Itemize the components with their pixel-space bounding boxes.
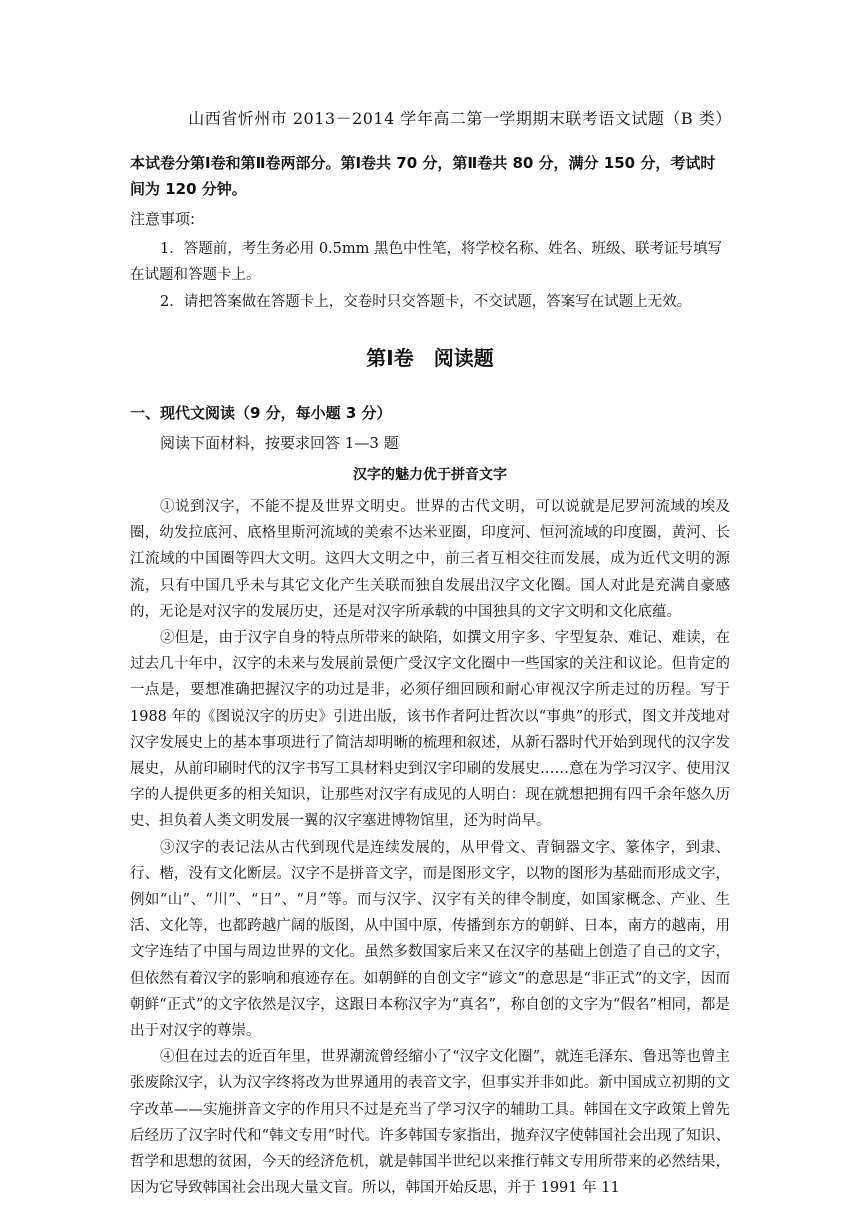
notice-item-1: 1．答题前，考生务必用 0.5mm 黑色中性笔，将学校名称、姓名、班级、联考证号填写在试题和答题卡上。 [130, 241, 722, 283]
paragraph-2: ②但是，由于汉字自身的特点所带来的缺陷，如撰文用字多、字型复杂、难记、难读，在过去几十年中，汉字的未来与发展前景便广受汉字文化圈中一些国家的关注和议论。但肯定的一点是，要想准确把握汉字的功过是非，必须仔细回顾和耐心审视汉字所走过的历程。写于 1988 年的《图说汉字的历史》引进出版，该书作者阿辻哲次以“事典”的形式，图文并茂地对汉字发展史上的基本事项进行了简洁却明晰的梳理和叙述，从新石器时代开始到现代的汉字发展史，从前印刷时代的汉字书写工具材料史到汉字印刷的发展史……意在为学习汉字、使用汉字的人提供更多的相关知识，让那些对汉字有成见的人明白：现在就想把拥有四千余年悠久历史、担负着人类文明发展一翼的汉字塞进博物馆里，还为时尚早。 [130, 630, 730, 830]
exam-title: 山西省忻州市 2013－2014 学年高二第一学期期末联考语文试题（B 类） [188, 109, 732, 128]
part-heading: 一、现代文阅读（9 分，每小题 3 分） [130, 404, 392, 422]
paragraph-1: ①说到汉字，不能不提及世界文明史。世界的古代文明，可以说就是尼罗河流域的埃及圈，幼发拉底河、底格里斯河流域的美索不达米亚圈，印度河、恒河流域的印度圈，黄河、长江流域的中国圈等四大文明。这四大文明之中，前三者互相交往而发展，成为近代文明的源流，只有中国几乎未与其它文化产生关联而独自发展出汉字文化圈。国人对此是充满自豪感的，无论是对汉字的发展历史，还是对汉字所承载的中国独具的文字文明和文化底蕴。 [130, 499, 730, 620]
article-body [130, 494, 730, 1201]
notice-heading: 注意事项: [130, 210, 196, 228]
article-title: 汉字的魅力优于拼音文字 [353, 467, 507, 483]
paragraph-3: ③汉字的表记法从古代到现代是连续发展的，从甲骨文、青铜器文字、篆体字，到隶、行、楷，没有文化断层。汉字不是拼音文字，而是图形文字，以物的图形为基础而形成文字，例如“山”、“川”、“日”、“月”等。而与汉字、汉字有关的律令制度，如国家概念、产业、生活、文化等，也都跨越广阔的版图，从中国中原，传播到东方的朝鲜、日本，南方的越南，用文字连结了中国与周边世界的文化。虽然多数国家后来又在汉字的基础上创造了自己的文字，但依然有着汉字的影响和痕迹存在。如朝鲜的自创文字“谚文”的意思是“非正式”的文字，因而朝鲜“正式”的文字依然是汉字，这跟日本称汉字为“真名”，称自创的文字为“假名”相同，都是出于对汉字的尊崇。 [130, 839, 730, 1040]
section-title: 第Ⅰ卷 阅读题 [366, 346, 494, 370]
reading-instruction: 阅读下面材料，按要求回答 1—3 题 [160, 434, 399, 452]
paragraph-4: ④但在过去的近百年里，世界潮流曾经缩小了“汉字文化圈”，就连毛泽东、鲁迅等也曾主张废除汉字，认为汉字终将改为世界通用的表音文字，但事实并非如此。新中国成立初期的文字改革——实施拼音文字的作用只不过是充当了学习汉字的辅助工具。韩国在文字政策上曾先后经历了汉字时代和“韩文专用”时代。许多韩国专家指出，抛弃汉字使韩国社会出现了知识、哲学和思想的贫困，今天的经济危机，就是韩国半世纪以来推行韩文专用所带来的必然结果，因为它导致韩国社会出现大量文盲。所以，韩国开始反思，并于 1991 年 11 [130, 1049, 730, 1197]
exam-intro: 本试卷分第Ⅰ卷和第Ⅱ卷两部分。第Ⅰ卷共 70 分，第Ⅱ卷共 80 分，满分 150 分，考试时间为 120 分钟。 [130, 154, 716, 198]
notice-item-2: 2．请把答案做在答题卡上，交卷时只交答题卡，不交试题，答案写在试题上无效。 [160, 294, 692, 310]
